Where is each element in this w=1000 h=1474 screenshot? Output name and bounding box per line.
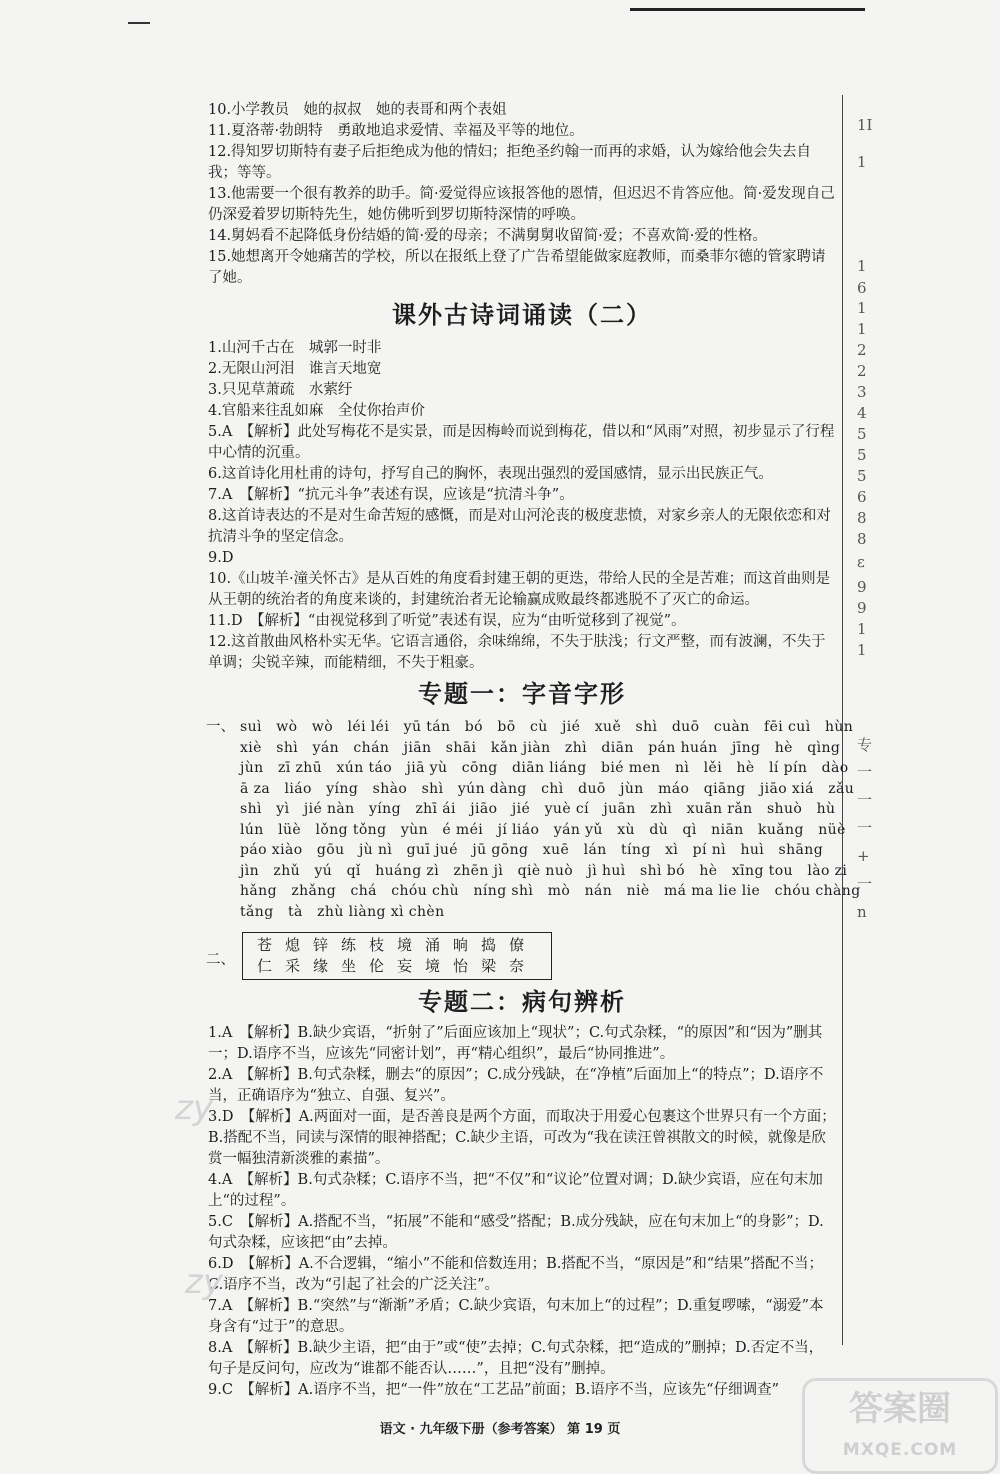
character-answers xyxy=(208,932,836,980)
margin-mark: 一 xyxy=(857,791,873,809)
margin-mark: 8 xyxy=(857,509,867,527)
pinyin-line: xiè shì yán chán jiān shāi kǎn jiàn zhì diān pán huán jīng hè qìng xyxy=(240,739,841,756)
margin-mark: 5 xyxy=(857,446,867,464)
section-sentence-answers xyxy=(208,1023,836,1401)
margin-mark: 5 xyxy=(857,467,867,485)
answer-item: 8.这首诗表达的不是对生命苦短的感慨，而是对山河沦丧的极度悲愤，对家乡亲人的无限依恋和对抗清斗争的坚定信念。 xyxy=(208,508,831,545)
answer-item: 4.官船来往乱如麻 全仗你抬声价 xyxy=(208,403,425,419)
answer-item: 13.他需要一个很有教养的助手。简·爱觉得应该报答他的恩情，但迟迟不肯答应他。简·爱发现自己仍深爱着罗切斯特先生，她仿佛听到罗切斯特深情的呼唤。 xyxy=(208,186,835,223)
section-title-sentence-errors: 专题二：病句辨析 xyxy=(418,988,626,1016)
page-footer: 语文 · 九年级下册（参考答案） 第 19 页 xyxy=(379,1422,621,1437)
margin-mark: 1 xyxy=(857,320,867,338)
margin-mark: 5 xyxy=(857,425,867,443)
margin-mark: 2 xyxy=(857,341,867,359)
margin-mark: ε xyxy=(857,553,865,571)
pinyin-line: tǎng tà zhù liàng xì chèn xyxy=(240,903,445,920)
margin-mark: 3 xyxy=(857,383,867,401)
margin-mark: 2 xyxy=(857,362,867,380)
answer-item: 6.D 【解析】A.不合逻辑，“缩小”不能和倍数连用；B.搭配不当，“原因是”和“结果”搭配不当；C.语序不当，改为“引起了社会的广泛关注”。 xyxy=(208,1256,824,1293)
answer-item: 10.《山坡羊·潼关怀古》是从百姓的角度看封建王朝的更迭，带给人民的全是苦难；而这首曲则是从王朝的统治者的角度来谈的，封建统治者无论输赢成败最终都逃脱不了灭亡的命运。 xyxy=(208,571,831,608)
pinyin-line: páo xiào gōu jù nì guī jué jū gōng xuē lán tíng xì pí nì huì shāng xyxy=(240,842,824,858)
pinyin-line: shì yì jié nàn yíng zhī ái jiāo jié yuè cí juān zhì xuān rǎn shuò hù xyxy=(240,801,836,817)
margin-mark: 6 xyxy=(857,279,867,297)
watermark-text: zy xyxy=(175,1088,213,1128)
pinyin-line: suì wò wò léi léi yū tán bó bō cù jié xuě shì duō cuàn fēi cuì hùn xyxy=(240,719,854,735)
margin-mark: 一 xyxy=(857,763,873,781)
margin-mark: 8 xyxy=(857,530,867,548)
answer-item: 11.夏洛蒂·勃朗特 勇敢地追求爱情、幸福及平等的地位。 xyxy=(208,123,584,139)
margin-mark: 1 xyxy=(857,153,867,171)
site-watermark-logo xyxy=(802,1378,998,1474)
answer-item: 1.A 【解析】B.缺少宾语，“折射了”后面应该加上“现状”；C.句式杂糅，“的原因”和“因为”删其一；D.语序不当，应该先“同密计划”，再“精心组织”，最后“协同推进”。 xyxy=(208,1025,823,1062)
watermark-url: MXQE.COM xyxy=(842,1440,958,1460)
answer-item: 3.D 【解析】A.两面对一面，是否善良是两个方面，而取决于用爱心包裹这个世界只有一个方面；B.搭配不当，同读与深情的眼神搭配；C.缺少主语，可改为“我在读汪曾祺散文的时候，就像是欣赏一幅独清新淡雅的素描”。 xyxy=(208,1109,836,1167)
watermark-text: zy xyxy=(185,1262,223,1302)
margin-mark: n xyxy=(857,903,867,921)
margin-mark: 9 xyxy=(857,599,867,617)
margin-mark: 1 xyxy=(857,257,867,275)
answer-item: 4.A 【解析】B.句式杂糅；C.语序不当，把“不仅”和“议论”位置对调；D.缺少宾语，应在句末加上“的过程”。 xyxy=(208,1172,823,1209)
character-box xyxy=(242,932,552,980)
answer-item: 7.A 【解析】B.“突然”与“渐渐”矛盾；C.缺少宾语，句末加上“的过程”；D.重复啰嗦，“溺爱”本身含有“过于”的意思。 xyxy=(208,1298,824,1335)
answer-item: 8.A 【解析】B.缺少主语，把“由于”或“使”去掉；C.句式杂糅，把“造成的”删掉；D.否定不当，句子是反问句，应改为“谁都不能否认……”，且把“没有”删掉。 xyxy=(208,1340,824,1377)
answer-item: 2.无限山河泪 谁言天地宽 xyxy=(208,361,382,377)
answer-item: 6.这首诗化用杜甫的诗句，抒写自己的胸怀，表现出强烈的爱国感情，显示出民族正气。 xyxy=(208,466,773,482)
margin-mark: 4 xyxy=(857,404,867,422)
answer-item: 5.C 【解析】A.搭配不当，“拓展”不能和“感受”搭配；B.成分残缺，应在句末加上“的身影”；D.句式杂糅，应该把“由”去掉。 xyxy=(208,1214,824,1251)
margin-mark: 1 xyxy=(857,641,867,659)
watermark-title: 答案圈 xyxy=(849,1389,951,1429)
answer-item: 11.D 【解析】“由视觉移到了听觉”表述有误，应为“由听觉移到了视觉”。 xyxy=(208,613,686,629)
answer-item: 9.D xyxy=(208,550,234,566)
margin-mark: 1 xyxy=(857,299,867,317)
answer-item: 12.这首散曲风格朴实无华。它语言通俗，余味绵绵，不失于肤浅；行文严整，而有波澜，不失于单调；尖锐辛辣，而能精细，不失于粗豪。 xyxy=(208,634,826,671)
answer-item: 2.A 【解析】B.句式杂糅，删去“的原因”；C.成分残缺，在“净植”后面加上“的特点”；D.语序不当，正确语序为“独立、自强、复兴”。 xyxy=(208,1067,824,1104)
part-label: 一、 xyxy=(206,719,235,735)
answer-content xyxy=(206,100,861,1401)
answer-item: 1.山河千古在 城郭一时非 xyxy=(208,340,382,356)
section-novel-answers xyxy=(208,100,836,289)
answer-item: 15.她想离开令她痛苦的学校，所以在报纸上登了广告希望能做家庭教师，而桑菲尔德的管家聘请了她。 xyxy=(208,249,826,286)
pinyin-line: ā za liáo yíng shào shì yún dàng chì duō jùn máo qiāng jiāo xiá zǎu xyxy=(240,780,855,797)
answer-item: 7.A 【解析】“抗元斗争”表述有误，应该是“抗清斗争”。 xyxy=(208,487,574,503)
margin-mark: 一 xyxy=(857,819,873,837)
part-label: 二、 xyxy=(206,952,235,968)
answer-item: 9.C 【解析】A.语序不当，把“一件”放在“工艺品”前面；B.语序不当，应该先“仔细调查” xyxy=(208,1382,779,1398)
pinyin-line: jìn zhǔ yú qǐ huáng zì zhēn jì qiè nuò jì huì shì bó hè xīng tou lào zi xyxy=(240,862,848,879)
margin-mark: 6 xyxy=(857,488,867,506)
section-title-poetry: 课外古诗词诵读（二） xyxy=(392,301,652,329)
answer-item: 10.小学教员 她的叔叔 她的表哥和两个表姐 xyxy=(208,102,507,118)
margin-mark: 一 xyxy=(857,875,873,893)
section-title-pronunciation: 专题一：字音字形 xyxy=(418,680,626,708)
pinyin-line: lún lüè lǒng tǒng yùn é méi jí liáo yán yǔ xù dù qì niān kuǎng nüè xyxy=(240,821,846,838)
character-row: 仁采缘坐伦妄境怡梁奈 xyxy=(257,957,538,975)
margin-mark: 1I xyxy=(857,116,873,134)
pinyin-answers xyxy=(206,717,861,922)
answer-item: 14.舅妈看不起降低身份结婚的简·爱的母亲；不满舅舅收留简·爱；不喜欢简·爱的性格。 xyxy=(208,228,767,244)
pinyin-line: hǎng zhǎng chá chóu chù níng shì mò nán niè má ma lie lie chóu chàng xyxy=(240,883,861,899)
margin-mark: 专 xyxy=(857,736,873,754)
pinyin-line: jùn zī zhū xún táo jiā yù cōng diān liáng bié men nì lěi hè lí pín dào xyxy=(240,760,849,776)
answer-item: 5.A 【解析】此处写梅花不是实景，而是因梅岭而说到梅花，借以和“风雨”对照，初步显示了行程中心情的沉重。 xyxy=(208,424,835,461)
margin-mark: + xyxy=(857,847,870,865)
character-row: 苍熄锌练枝境涌晌捣僚 xyxy=(257,936,538,954)
answer-item: 12.得知罗切斯特有妻子后拒绝成为他的情妇；拒绝圣约翰一而再的求婚，认为嫁给他会失去自我；等等。 xyxy=(208,144,812,181)
top-left-mark xyxy=(128,22,150,24)
margin-mark: 1 xyxy=(857,620,867,638)
top-rule xyxy=(630,8,865,11)
margin-mark: 9 xyxy=(857,578,867,596)
section-poetry-answers xyxy=(208,338,836,674)
answer-item: 3.只见草萧疏 水萦纡 xyxy=(208,382,353,398)
